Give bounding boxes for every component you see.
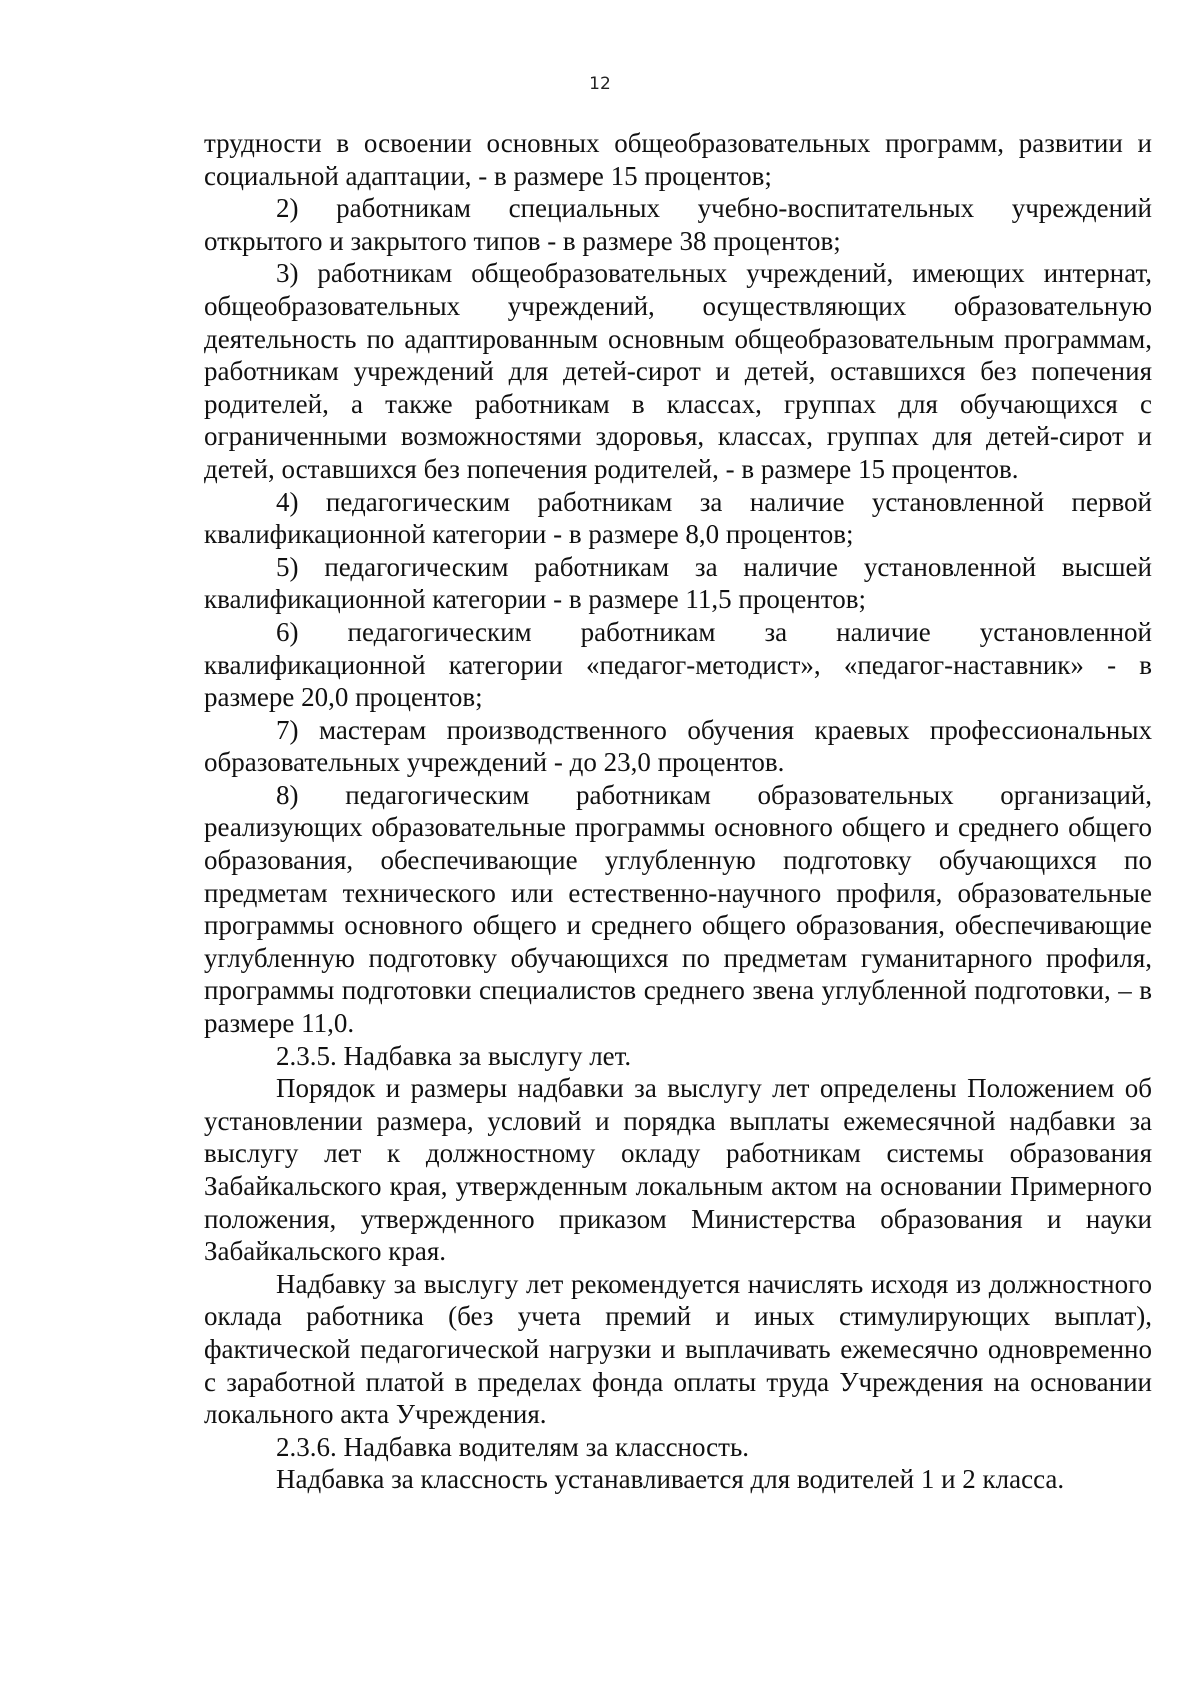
list-item-6: 6) педагогическим работникам за наличие установленной квалификационной категории «педагог-методист», «педагог-наставник» - в размере 20,0 процентов; [204,616,1152,713]
paragraph-driver-class: Надбавка за классность устанавливается для водителей 1 и 2 класса. [276,1464,1065,1495]
list-item-3: 3) работникам общеобразовательных учреждений, имеющих интернат, общеобразовательных учреждений, осуществляющих образовательную деятельность по адаптированным основным общеобразовательным программам, работникам учреждений для детей-сирот и детей, оставшихся без попечения родителей, а также работникам в классах, группах для обучающихся с ограниченными возможностями здоровья, классах, группах для детей-сирот и детей, оставшихся без попечения родителей, - в размере 15 процентов. [204,258,1152,484]
paragraph-seniority-calculation: Надбавку за выслугу лет рекомендуется начислять исходя из должностного оклада работника (без учета премий и иных стимулирующих выплат), фактической педагогической нагрузки и выплачивать ежемесячно одновременно с заработной платой в пределах фонда оплаты труда Учреждения на основании локального акта Учреждения. [204,1268,1152,1430]
section-heading-2-3-5: 2.3.5. Надбавка за выслугу лет. [276,1040,632,1071]
list-item-8: 8) педагогическим работникам образовательных организаций, реализующих образовательные программы основного общего и среднего общего образования, обеспечивающие углубленную подготовку обучающихся по предметам технического или естественно-научного профиля, образовательные программы основного общего и среднего общего образования, обеспечивающие углубленную подготовку обучающихся по предметам гуманитарного профиля, программы подготовки специалистов среднего звена углубленной подготовки, – в размере 11,0. [204,779,1152,1039]
document-body [204,127,1152,1496]
list-item-5: 5) педагогическим работникам за наличие установленной высшей квалификационной категории - в размере 11,5 процентов; [204,551,1152,615]
list-item-7: 7) мастерам производственного обучения краевых профессиональных образовательных учреждений - до 23,0 процентов. [204,714,1152,778]
paragraph-seniority-order: Порядок и размеры надбавки за выслугу лет определены Положением об установлении размера, условий и порядка выплаты ежемесячной надбавки за выслугу лет к должностному окладу работникам системы образования Забайкальского края, утвержденным локальным актом на основании Примерного положения, утвержденного приказом Министерства образования и науки Забайкальского края. [204,1073,1152,1267]
section-heading-2-3-6: 2.3.6. Надбавка водителям за классность. [276,1431,750,1462]
list-item-4: 4) педагогическим работникам за наличие установленной первой квалификационной категории - в размере 8,0 процентов; [204,486,1152,550]
paragraph-continuation: трудности в освоении основных общеобразовательных программ, развитии и социальной адаптации, - в размере 15 процентов; [204,128,1152,191]
list-item-2: 2) работникам специальных учебно-воспитательных учреждений открытого и закрытого типов - в размере 38 процентов; [204,193,1152,256]
page-number: 12 [589,74,611,94]
